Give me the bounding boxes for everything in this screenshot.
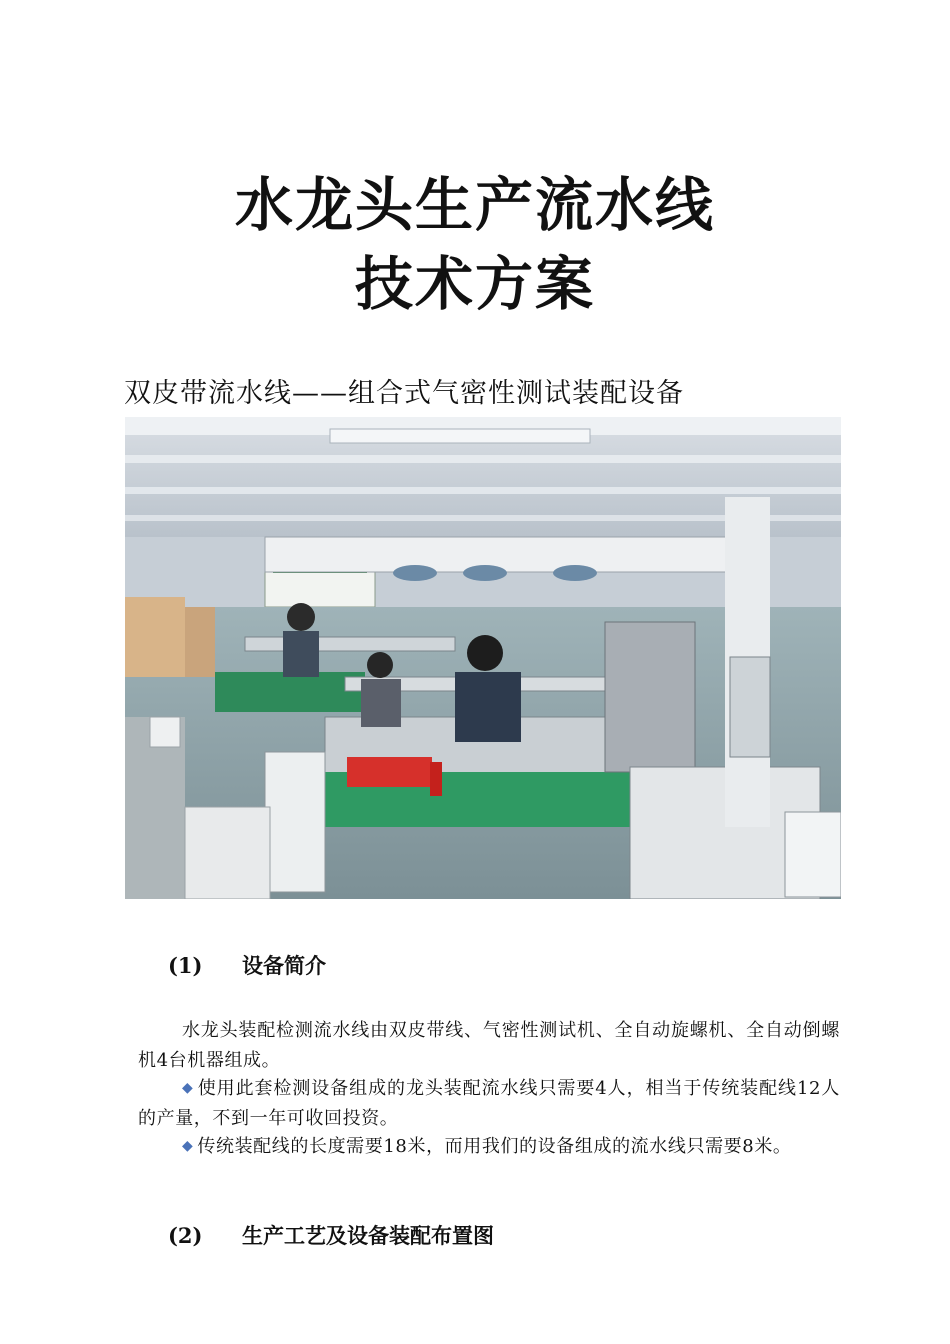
section2-title: 生产工艺及设备装配布置图 — [242, 1223, 494, 1248]
diamond-bullet-icon: ◆ — [182, 1080, 194, 1096]
section2-number: (2) — [168, 1223, 203, 1248]
bullet-text: 传统装配线的长度需要18米，而用我们的设备组成的流水线只需要8米。 — [197, 1136, 792, 1157]
section1-title: 设备简介 — [242, 953, 326, 978]
bullet-text: 使用此套检测设备组成的龙头装配流水线只需要4人，相当于传统装配线12人的产量，不到一年可收回投资。 — [138, 1078, 840, 1129]
diamond-bullet-icon: ◆ — [182, 1138, 194, 1154]
document-title-line2: 技术方案 — [354, 250, 595, 318]
factory-photo — [125, 417, 841, 899]
section1-paragraph: 水龙头装配检测流水线由双皮带线、气密性测试机、全自动旋螺机、全自动倒螺机4台机器组成。 — [138, 1020, 840, 1071]
bullet-item — [138, 1073, 840, 1134]
section1-number: (1) — [168, 953, 203, 978]
document-title-line1: 水龙头生产流水线 — [234, 171, 715, 239]
bullet-item — [138, 1131, 840, 1162]
document-subtitle: 双皮带流水线——组合式气密性测试装配设备 — [124, 378, 684, 409]
